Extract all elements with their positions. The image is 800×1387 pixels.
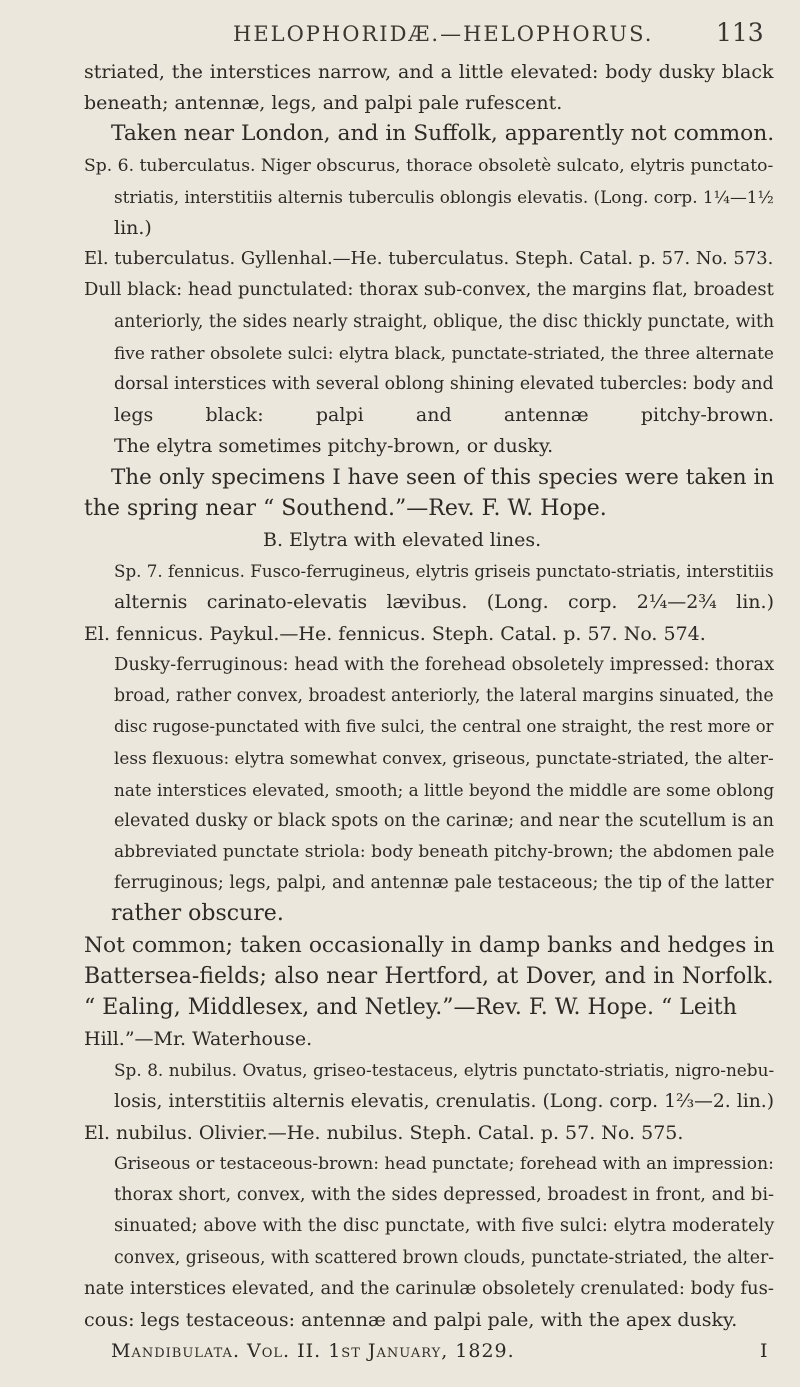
text-line: less flexuous: elytra somewhat convex, griseous, punctate-striated, the alter- bbox=[114, 748, 774, 769]
text-line: elevated dusky or black spots on the carinæ; and near the scutellum is an bbox=[114, 810, 774, 831]
text-line: Not common; taken occasionally in damp banks and hedges in bbox=[84, 932, 775, 958]
text-line: broad, rather convex, broadest anteriorly, the lateral margins sinuated, the bbox=[114, 686, 774, 706]
text-line: losis, interstitiis alternis elevatis, crenulatis. (Long. corp. 1⅔—2. lin.) bbox=[114, 1090, 775, 1112]
text-line: Sp. 8. nubilus. Ovatus, griseo-testaceus, elytris punctato-striatis, nigro-nebu- bbox=[114, 1060, 775, 1081]
text-line: five rather obsolete sulci: elytra black, punctate-striated, the three alternate bbox=[114, 342, 774, 363]
text-line: El. tuberculatus. Gyllenhal.—He. tuberculatus. Steph. Catal. p. 57. No. 573. bbox=[84, 248, 774, 270]
text-line: Battersea-fields; also near Hertford, at Dover, and in Norfolk. bbox=[84, 963, 774, 989]
text-line: Dull black: head punctulated: thorax sub-convex, the margins flat, broadest bbox=[84, 279, 774, 301]
text-line: ferruginous; legs, palpi, and antennæ pale testaceous; the tip of the latter bbox=[114, 873, 774, 894]
text-line: Sp. 6. tuberculatus. Niger obscurus, thorace obsoletè sulcato, elytris punctato- bbox=[84, 155, 774, 176]
text-line: convex, griseous, with scattered brown clouds, punctate-striated, the alter- bbox=[114, 1247, 775, 1268]
text-line: The only specimens I have seen of this species were taken in bbox=[111, 464, 775, 490]
text-line: rather obscure. bbox=[111, 901, 284, 927]
text-line: “ Ealing, Middlesex, and Netley.”—Rev. F. W. Hope. “ Leith bbox=[84, 995, 737, 1020]
text-line: dorsal interstices with several oblong shining elevated tubercles: body and bbox=[114, 374, 774, 394]
text-line: El. nubilus. Olivier.—He. nubilus. Steph. Catal. p. 57. No. 575. bbox=[84, 1121, 684, 1144]
text-line: striatis, interstitiis alternis tuberculis oblongis elevatis. (Long. corp. 1¼—1½ bbox=[114, 186, 774, 207]
text-line: Sp. 7. fennicus. Fusco-ferrugineus, elytris griseis punctato-striatis, interstitiis bbox=[114, 561, 774, 582]
text-line: El. fennicus. Paykul.—He. fennicus. Steph. Catal. p. 57. No. 574. bbox=[84, 622, 706, 645]
text-line: Mandibulata. Vol. II. 1st January, 1829. bbox=[111, 1340, 515, 1363]
text-line: beneath; antennæ, legs, and palpi pale rufescent. bbox=[84, 92, 563, 115]
text-line: Hill.”—Mr. Waterhouse. bbox=[84, 1028, 313, 1051]
text-line: thorax short, convex, with the sides depressed, broadest in front, and bi- bbox=[114, 1184, 775, 1206]
page-number: 113 bbox=[716, 18, 764, 47]
text-line: nate interstices elevated, and the carinulæ obsoletely crenulated: body fus- bbox=[84, 1277, 774, 1299]
text-line: Taken near London, and in Suffolk, apparently not common. bbox=[111, 121, 775, 147]
text-line: I bbox=[760, 1340, 768, 1363]
text-line: Dusky-ferruginous: head with the forehead obsoletely impressed: thorax bbox=[114, 653, 775, 675]
text-line: disc rugose-punctated with five sulci, the central one straight, the rest more or bbox=[114, 717, 774, 737]
text-line: sinuated; above with the disc punctate, with five sulci: elytra moderately bbox=[114, 1215, 775, 1237]
text-line: alternis carinato-elevatis lævibus. (Long. corp. 2¼—2¾ lin.) bbox=[114, 591, 774, 614]
page-header bbox=[0, 14, 800, 54]
text-line: anteriorly, the sides nearly straight, oblique, the disc thickly punctate, with bbox=[114, 311, 775, 332]
text-line: B. Elytra with elevated lines. bbox=[263, 529, 542, 551]
running-title: HELOPHORIDÆ.—HELOPHORUS. bbox=[233, 22, 654, 46]
text-line: Griseous or testaceous-brown: head punctate; forehead with an impression: bbox=[114, 1154, 774, 1174]
text-line: the spring near “ Southend.”—Rev. F. W. Hope. bbox=[84, 495, 607, 521]
text-line: abbreviated punctate striola: body beneath pitchy-brown; the abdomen pale bbox=[114, 842, 775, 862]
text-line: striated, the interstices narrow, and a little elevated: body dusky black bbox=[84, 61, 774, 83]
text-line: cous: legs testaceous: antennæ and palpi pale, with the apex dusky. bbox=[84, 1309, 738, 1331]
text-line: lin.) bbox=[114, 217, 152, 239]
text-line: nate interstices elevated, smooth; a little beyond the middle are some oblong bbox=[114, 779, 775, 800]
text-line: The elytra sometimes pitchy-brown, or dusky. bbox=[114, 435, 554, 458]
text-line: legs black: palpi and antennæ pitchy-brown. bbox=[114, 404, 774, 427]
